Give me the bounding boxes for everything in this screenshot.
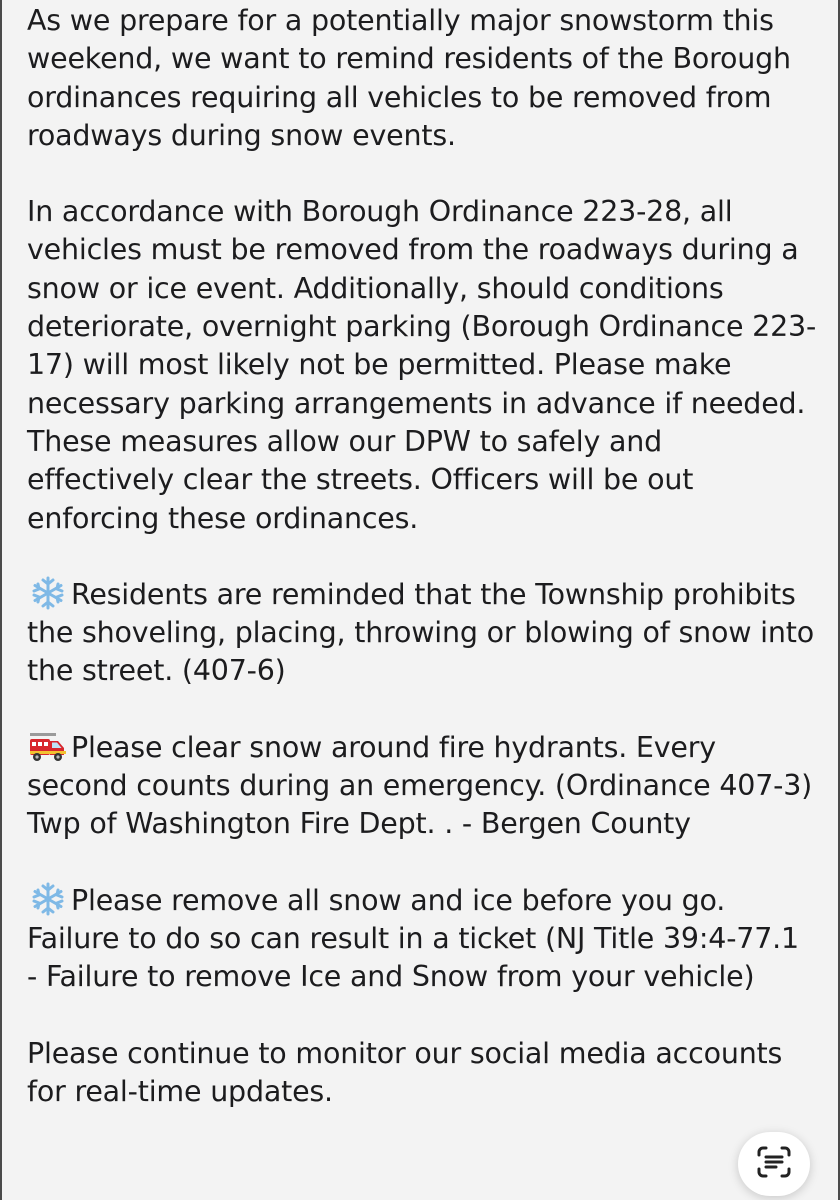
paragraph-remove-snow-text: Please remove all snow and ice before you go. Failure to do so can result in a ticket (NJ Title 39:4-77.1 - Failure to remove Ice and Snow from your vehicle) xyxy=(27,883,799,994)
snowflake-icon xyxy=(27,882,69,916)
paragraph-hydrants-text: Please clear snow around fire hydrants. Every second counts during an emergency. (Ordinance 407-3) Twp of Washington Fire Dept. . - Bergen County xyxy=(27,730,813,841)
frame-left-edge xyxy=(0,0,2,1200)
paragraph-shoveling xyxy=(27,576,817,691)
fire-engine-icon xyxy=(27,729,69,763)
paragraph-remove-snow xyxy=(27,882,817,997)
post-body xyxy=(27,2,817,1149)
paragraph-hydrants xyxy=(27,729,817,844)
paragraph-intro: As we prepare for a potentially major snowstorm this weekend, we want to remind residents of the Borough ordinances requiring all vehicles to be removed from roadways during snow events. xyxy=(27,4,791,152)
live-text-button[interactable] xyxy=(738,1132,810,1196)
paragraph-ordinance: In accordance with Borough Ordinance 223-28, all vehicles must be removed from the roadways during a snow or ice event. Additionally, should conditions deteriorate, overnight parking (Borough Ordinance 223-17) will most likely not be permitted. Please make necessary parking arrangements in advance if needed. These measures allow our DPW to safely and effectively clear the streets. Officers will be out enforcing these ordinances. xyxy=(27,195,817,535)
paragraph-shoveling-text: Residents are reminded that the Township prohibits the shoveling, placing, throwing or blowing of snow into the street. (407-6) xyxy=(27,577,814,688)
live-text-icon xyxy=(756,1145,792,1183)
paragraph-monitor: Please continue to monitor our social media accounts for real-time updates. xyxy=(27,1036,783,1108)
snowflake-icon xyxy=(27,576,69,610)
